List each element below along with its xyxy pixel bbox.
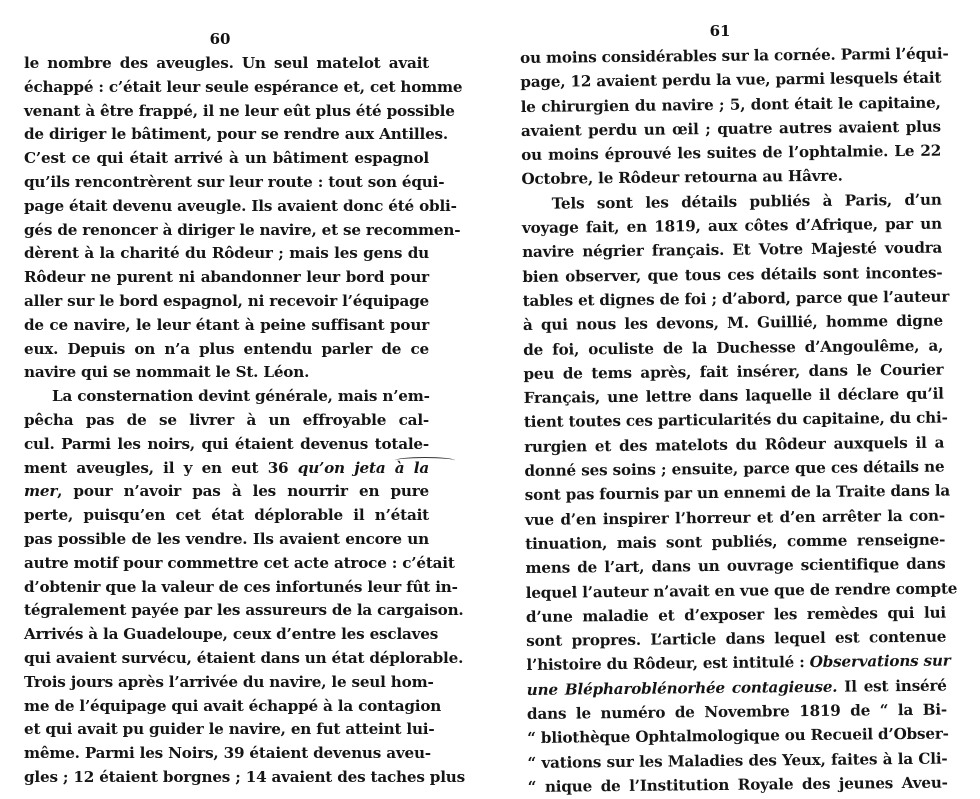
text-line: venant à être frappé, il ne leur eût plus été possible bbox=[24, 101, 455, 120]
pen-mark bbox=[395, 457, 455, 464]
text-line: et qui avait pu guider le navire, en fut atteint lui- bbox=[24, 720, 435, 739]
text-line: Trois jours après l’arrivée du navire, le seul hom- bbox=[24, 672, 434, 691]
text-line: tégralement payée par les assureurs de la cargaison. bbox=[24, 601, 464, 620]
right-page bbox=[500, 0, 980, 796]
text-line: “ nique de l’Institution Royale des jeunes Aveu- bbox=[527, 773, 948, 796]
text-run: Il est inséré bbox=[837, 676, 947, 696]
paragraph-start-line: La consternation devint générale, mais n’em- bbox=[52, 387, 430, 406]
text-line: donné ses soins ; ensuite, parce que ces détails ne bbox=[524, 457, 945, 481]
text-line: pêcha pas de se livrer à un effroyable cal- bbox=[24, 410, 429, 429]
text-line: voyage fait, en 1819, aux côtes d’Afrique, par un bbox=[521, 214, 942, 238]
text-line: rurgien et des matelots du Rôdeur auxquels il a bbox=[524, 433, 945, 456]
text-line: ou moins considérables sur la cornée. Parmi l’équi- bbox=[520, 44, 949, 67]
text-line: Octobre, le Rôdeur retourna au Hâvre. bbox=[521, 167, 843, 189]
text-line: gés de renoncer à diriger le navire, et se recommen- bbox=[24, 220, 461, 239]
text-line-with-italic bbox=[24, 480, 429, 504]
text-line: sont propres. L’article dans lequel est contenue bbox=[526, 627, 947, 651]
page-number: 61 bbox=[709, 22, 731, 40]
text-line: bien observer, que tous ces détails sont incontes- bbox=[522, 263, 943, 286]
text-line: navire négrier français. Et Votre Majesté voudra bbox=[522, 238, 943, 262]
text-line: tinuation, mais sont publiés, comme renseigne- bbox=[525, 530, 946, 553]
italic-phrase: mer bbox=[24, 482, 58, 501]
text-line: vue d’en inspirer l’horreur et d’en arrêter la con- bbox=[524, 506, 946, 529]
italic-title: Observations sur bbox=[809, 651, 951, 672]
text-line: de diriger le bâtiment, pour se rendre aux Antilles. bbox=[24, 125, 448, 144]
text-line: “ vations sur les Maladies des Yeux, faites à la Cli- bbox=[527, 749, 948, 772]
text-line: qu’ils rencontrèrent sur leur route : tout son équi- bbox=[24, 172, 445, 191]
text-line: de ce navire, le leur étant à peine suffisant pour bbox=[24, 315, 429, 334]
text-line: me de l’équipage qui avait échappé à la contagion bbox=[24, 696, 442, 715]
text-line: tient toutes ces particularités du capitaine, du chi- bbox=[523, 408, 948, 432]
text-run: ment aveugles, il y en eut 36 bbox=[24, 458, 289, 477]
text-run: l’histoire du Rôdeur, est intitulé : bbox=[526, 653, 805, 675]
text-line: peu de tems après, fait insérer, dans le Courier bbox=[523, 360, 944, 383]
italic-phrase: qu’on jeta à la bbox=[297, 458, 429, 477]
text-line: à qui nous les devons, M. Guillié, homme digne bbox=[522, 311, 943, 335]
text-line: avaient perdu un œil ; quatre autres avaient plus bbox=[520, 117, 941, 140]
text-line: autre motif pour commettre cet acte atroce : c’était bbox=[24, 553, 455, 572]
text-line: mens de l’art, dans un ouvrage scientifique dans bbox=[525, 554, 946, 578]
text-line: d’obtenir que la valeur de ces infortunés leur fût in- bbox=[24, 577, 458, 596]
text-line: cul. Parmi les noirs, qui étaient devenus totale- bbox=[24, 434, 429, 453]
text-line: d’une maladie et d’exposer les remèdes qui lui bbox=[525, 603, 947, 626]
text-line: Arrivés à la Guadeloupe, ceux d’entre les esclaves bbox=[24, 625, 439, 644]
text-run: , pour n’avoir pas à les nourrir en pure bbox=[57, 482, 429, 501]
text-line: tables et dignes de foi ; d’abord, parce que l’auteur bbox=[522, 287, 950, 310]
text-line: aller sur le bord espagnol, ni recevoir l’équipage bbox=[24, 291, 429, 310]
text-line: lequel l’auteur n’avait en vue que de rendre compte bbox=[525, 578, 958, 602]
page-body bbox=[520, 42, 958, 799]
text-line: perte, puisqu’en cet état déplorable il n’était bbox=[24, 506, 429, 525]
page-body bbox=[24, 52, 465, 790]
text-line: de foi, oculiste de la Duchesse d’Angoulême, a, bbox=[523, 336, 944, 359]
text-line: qui avaient survécu, étaient dans un état déplorable. bbox=[24, 648, 464, 667]
text-line: le nombre des aveugles. Un seul matelot avait bbox=[24, 54, 429, 72]
text-line: dans le numéro de Novembre 1819 de “ la Bi- bbox=[526, 700, 948, 723]
text-line-with-italic bbox=[24, 457, 429, 481]
text-line: dèrent à la charité du Rôdeur ; mais les gens du bbox=[24, 244, 429, 263]
text-line: ou moins éprouvé les suites de l’ophtalmie. Le 22 bbox=[521, 141, 942, 165]
text-line: C’est ce qui était arrivé à un bâtiment espagnol bbox=[24, 149, 429, 168]
italic-title: une Blépharoblénorhée contagieuse. bbox=[526, 677, 838, 699]
text-line: Rôdeur ne purent ni abandonner leur bord pour bbox=[24, 268, 429, 287]
text-line: Français, une lettre dans laquelle il déclare qu’il bbox=[523, 384, 944, 408]
text-line: pas possible de les vendre. Ils avaient encore un bbox=[24, 529, 429, 548]
paragraph-start-line: Tels sont les détails publiés à Paris, d’un bbox=[551, 190, 942, 213]
text-line: navire qui se nommait le St. Léon. bbox=[24, 363, 310, 382]
text-line: même. Parmi les Noirs, 39 étaient devenus aveu- bbox=[24, 744, 431, 763]
text-line: eux. Depuis on n’a plus entendu parler de ce bbox=[24, 339, 429, 358]
text-line: sont pas fournis par un ennemi de la Traite dans la bbox=[524, 481, 951, 505]
text-line: page était devenu aveugle. Ils avaient donc été obli- bbox=[24, 196, 457, 215]
text-line: gles ; 12 étaient borgnes ; 14 avaient des taches plus bbox=[24, 767, 465, 786]
text-line: page, 12 avaient perdu la vue, parmi lesquels était bbox=[520, 68, 942, 92]
text-line: le chirurgien du navire ; 5, dont était le capitaine, bbox=[520, 93, 941, 116]
text-line: “ bliothèque Ophtalmologique ou Recueil d’Obser- bbox=[527, 724, 949, 748]
text-line: échappé : c’était leur seule espérance et, cet homme bbox=[24, 77, 463, 96]
page-number: 60 bbox=[209, 30, 231, 48]
